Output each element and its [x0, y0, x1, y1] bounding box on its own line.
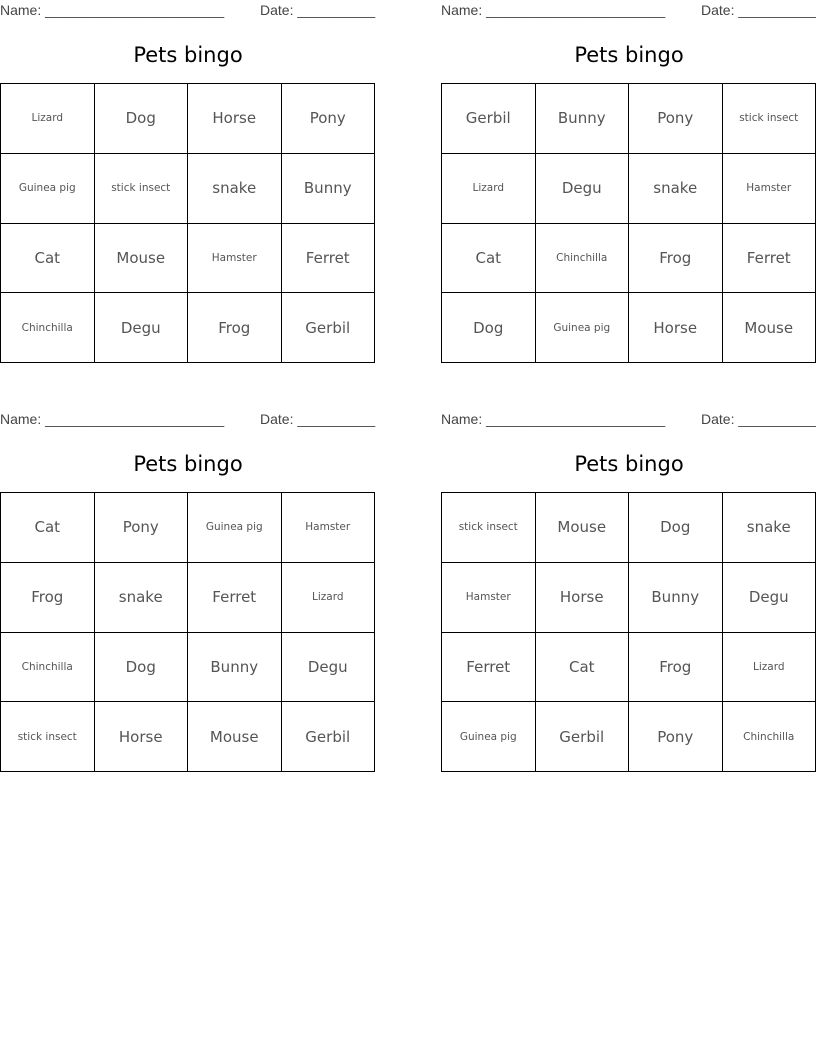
bingo-cell: Bunny — [188, 633, 282, 703]
bingo-cell: Ferret — [188, 563, 282, 633]
date-field: Date: __________ — [701, 2, 816, 18]
bingo-cell: Gerbil — [536, 702, 630, 772]
bingo-cell: Mouse — [188, 702, 282, 772]
bingo-cell: Horse — [629, 293, 723, 363]
bingo-cell: stick insect — [442, 493, 536, 563]
name-field: Name: _______________________ — [441, 411, 666, 427]
bingo-cell: Cat — [442, 224, 536, 294]
bingo-cell: Mouse — [95, 224, 189, 294]
date-field: Date: __________ — [260, 2, 376, 18]
bingo-cell: Cat — [1, 224, 95, 294]
bingo-card-1 — [0, 0, 376, 364]
bingo-cell: Guinea pig — [536, 293, 630, 363]
bingo-cell: Gerbil — [442, 84, 536, 154]
name-field: Name: _______________________ — [0, 411, 225, 427]
bingo-cell: Horse — [95, 702, 189, 772]
bingo-cell: Pony — [95, 493, 189, 563]
bingo-cell: stick insect — [723, 84, 816, 154]
bingo-card-3 — [0, 409, 376, 773]
card-title: Pets bingo — [133, 452, 243, 476]
bingo-cell: snake — [95, 563, 189, 633]
bingo-cell: Gerbil — [282, 702, 376, 772]
bingo-cell: snake — [629, 154, 723, 224]
bingo-grid — [0, 492, 375, 772]
bingo-cell: Chinchilla — [536, 224, 630, 294]
card-title: Pets bingo — [574, 43, 684, 67]
bingo-grid — [441, 492, 816, 772]
bingo-cell: Hamster — [282, 493, 376, 563]
bingo-grid — [0, 83, 375, 363]
bingo-cell: Pony — [282, 84, 376, 154]
bingo-cell: snake — [188, 154, 282, 224]
bingo-cell: stick insect — [95, 154, 189, 224]
bingo-cell: Guinea pig — [188, 493, 282, 563]
bingo-cell: Pony — [629, 84, 723, 154]
bingo-cell: Ferret — [723, 224, 816, 294]
bingo-cell: Ferret — [442, 633, 536, 703]
bingo-grid — [441, 83, 816, 363]
bingo-cell: Cat — [1, 493, 95, 563]
bingo-cell: Frog — [629, 633, 723, 703]
bingo-cell: snake — [723, 493, 816, 563]
bingo-cell: Lizard — [442, 154, 536, 224]
bingo-cell: Degu — [95, 293, 189, 363]
card-title: Pets bingo — [133, 43, 243, 67]
name-field: Name: _______________________ — [441, 2, 666, 18]
bingo-cell: Dog — [629, 493, 723, 563]
bingo-cell: Dog — [442, 293, 536, 363]
bingo-cell: Lizard — [723, 633, 816, 703]
bingo-cell: Frog — [629, 224, 723, 294]
bingo-cell: Degu — [723, 563, 816, 633]
bingo-cell: stick insect — [1, 702, 95, 772]
bingo-card-4 — [441, 409, 816, 773]
bingo-cell: Hamster — [442, 563, 536, 633]
bingo-cell: Dog — [95, 633, 189, 703]
bingo-cell: Bunny — [282, 154, 376, 224]
bingo-cell: Chinchilla — [1, 633, 95, 703]
bingo-cell: Chinchilla — [723, 702, 816, 772]
bingo-cell: Horse — [536, 563, 630, 633]
bingo-cell: Frog — [1, 563, 95, 633]
bingo-cell: Hamster — [723, 154, 816, 224]
name-field: Name: _______________________ — [0, 2, 225, 18]
bingo-cell: Guinea pig — [1, 154, 95, 224]
bingo-cell: Ferret — [282, 224, 376, 294]
bingo-card-2 — [441, 0, 816, 364]
bingo-cell: Lizard — [1, 84, 95, 154]
bingo-cell: Mouse — [723, 293, 816, 363]
bingo-cell: Dog — [95, 84, 189, 154]
date-field: Date: __________ — [701, 411, 816, 427]
bingo-cell: Chinchilla — [1, 293, 95, 363]
bingo-cell: Degu — [282, 633, 376, 703]
bingo-cell: Cat — [536, 633, 630, 703]
bingo-cell: Bunny — [536, 84, 630, 154]
bingo-cell: Lizard — [282, 563, 376, 633]
bingo-cell: Pony — [629, 702, 723, 772]
bingo-cell: Guinea pig — [442, 702, 536, 772]
bingo-cell: Frog — [188, 293, 282, 363]
bingo-cell: Hamster — [188, 224, 282, 294]
date-field: Date: __________ — [260, 411, 376, 427]
bingo-cell: Mouse — [536, 493, 630, 563]
bingo-cell: Degu — [536, 154, 630, 224]
bingo-cell: Gerbil — [282, 293, 376, 363]
bingo-cell: Bunny — [629, 563, 723, 633]
card-title: Pets bingo — [574, 452, 684, 476]
bingo-cell: Horse — [188, 84, 282, 154]
